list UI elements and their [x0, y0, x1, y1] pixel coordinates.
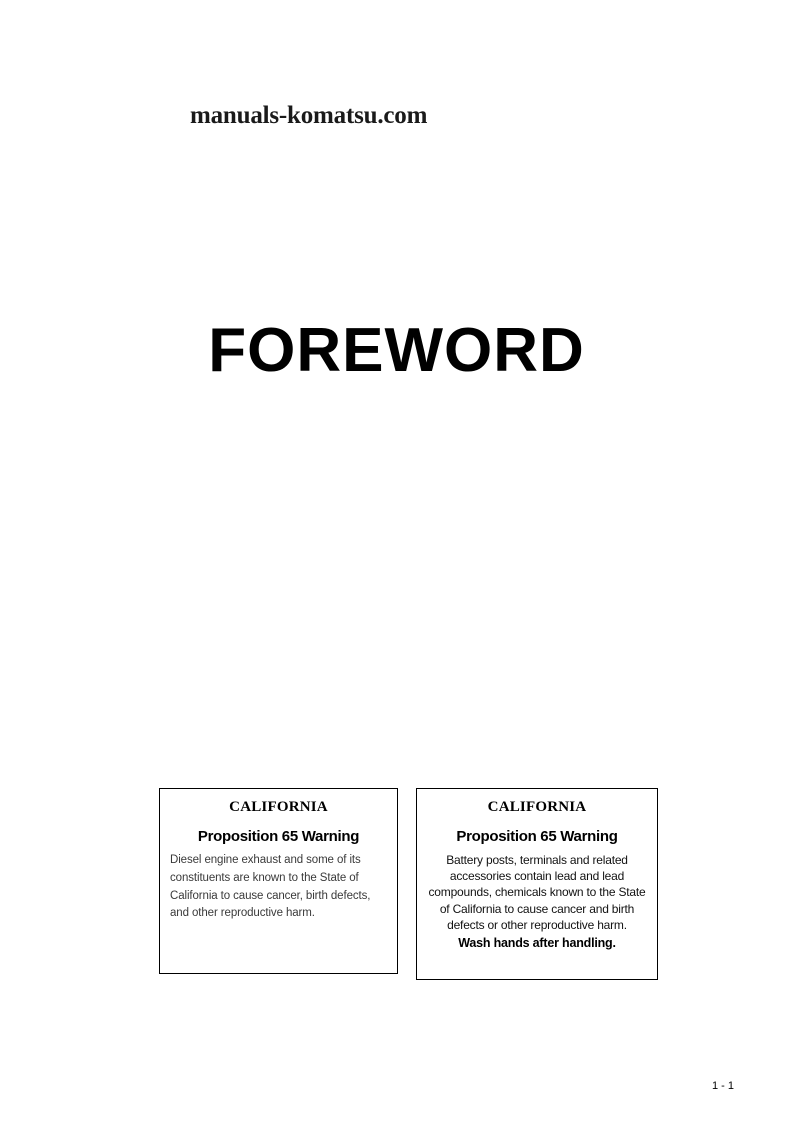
site-watermark: manuals-komatsu.com	[190, 102, 428, 129]
warning-footer-text: Wash hands after handling.	[458, 935, 616, 950]
warning-box-diesel-exhaust	[159, 788, 398, 974]
warning-subheading: Proposition 65 Warning	[456, 828, 618, 845]
warning-heading: CALIFORNIA	[487, 799, 587, 815]
warning-body-text: Diesel engine exhaust and some of its constituents are known to the State of California to cause cancer, birth defects, and other reproductive harm.	[170, 854, 371, 920]
page-title: FOREWORD	[208, 316, 585, 385]
warning-body-text: Battery posts, terminals and related accessories contain lead and lead compounds, chemicals known to the State of California to cause cancer and birth defects or other reproductive harm.	[428, 853, 646, 932]
warning-heading: CALIFORNIA	[229, 799, 328, 815]
page-number: 1 - 1	[711, 1080, 734, 1092]
warning-labels-group	[0, 788, 793, 988]
warning-box-battery-lead	[416, 788, 658, 980]
warning-subheading: Proposition 65 Warning	[197, 828, 360, 845]
